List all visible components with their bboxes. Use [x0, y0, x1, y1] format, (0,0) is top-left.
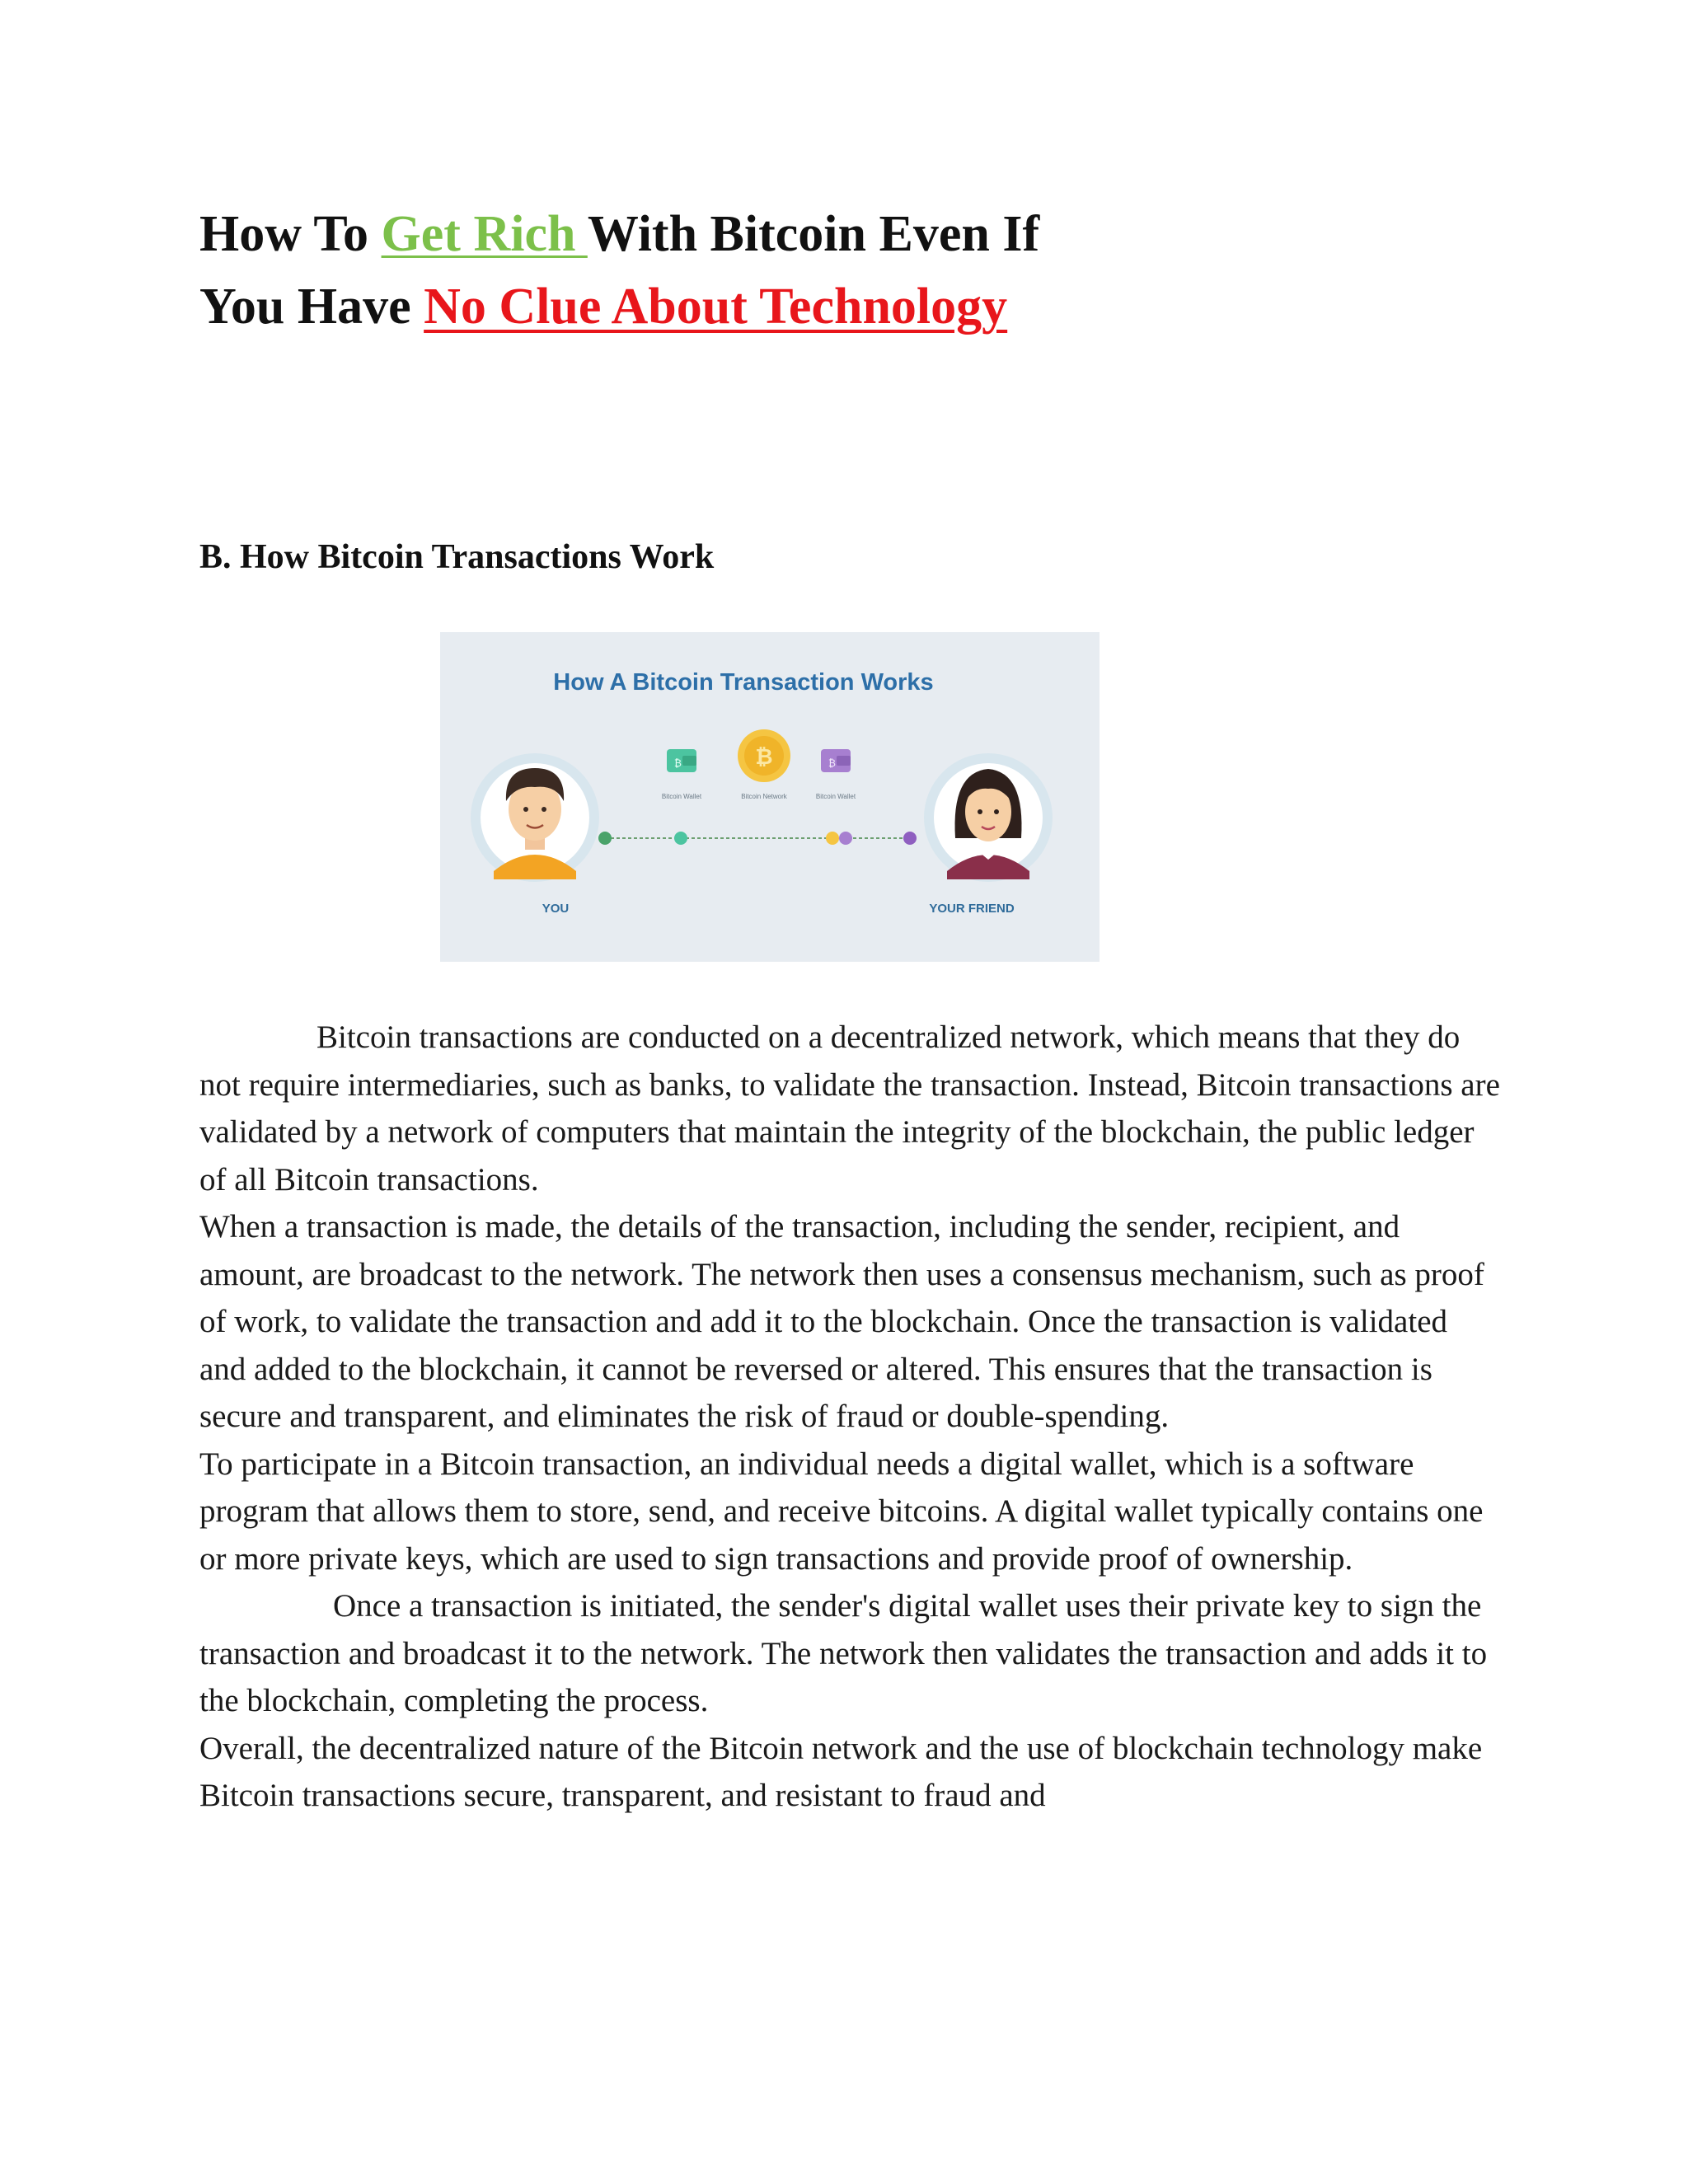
- bitcoin-network-label: Bitcoin Network: [741, 793, 787, 800]
- purple-wallet-label: Bitcoin Wallet: [815, 793, 856, 800]
- line-dot-left: [598, 832, 612, 845]
- title-highlight-no-clue: No Clue About Technology: [424, 279, 1008, 335]
- green-wallet-label: Bitcoin Wallet: [661, 793, 702, 800]
- green-wallet-icon: [667, 749, 696, 772]
- right-person-label: YOUR FRIEND: [929, 902, 1015, 916]
- bitcoin-transaction-figure: [440, 632, 1100, 962]
- left-person-label: YOU: [542, 902, 570, 916]
- line-dot-green: [674, 832, 687, 845]
- paragraph-3: To participate in a Bitcoin transaction, an individual needs a digital wallet, which is a software program that allows them to store, send, and receive bitcoins. A digital wallet typically contains one or more private keys, which are used to sign transactions and provide proof of ownership.: [199, 1446, 1484, 1577]
- svg-text:₿: ₿: [755, 744, 773, 769]
- title-text-1: How To: [199, 206, 382, 262]
- title-text-2: With Bitcoin Even If: [587, 206, 1040, 262]
- line-dot-right: [903, 832, 917, 845]
- figure-title: How A Bitcoin Transaction Works: [553, 669, 934, 696]
- svg-text:₿: ₿: [674, 757, 682, 769]
- paragraph-4: Once a transaction is initiated, the sender's digital wallet uses their private key to sign the transaction and broadcast it to the network. The network then validates the transaction and adds it to the blockchain, completing the process.: [199, 1588, 1488, 1718]
- svg-text:₿: ₿: [828, 757, 836, 769]
- person-friend-icon: [924, 753, 1053, 882]
- section-heading: B. How Bitcoin Transactions Work: [199, 538, 715, 576]
- paragraph-1: Bitcoin transactions are conducted on a decentralized network, which means that they do not require intermediaries, such as banks, to validate the transaction. Instead, Bitcoin transactions are validated by a network of computers that maintain the integrity of the blockchain, the public ledger of all Bitcoin transactions.: [199, 1019, 1500, 1197]
- line-dot-yellow: [826, 832, 839, 845]
- body-text: [199, 1014, 1502, 1820]
- bitcoin-coin-icon: [738, 729, 790, 782]
- paragraph-5: Overall, the decentralized nature of the Bitcoin network and the use of blockchain technology make Bitcoin transactions secure, transparent, and resistant to fraud and: [199, 1730, 1483, 1813]
- title-highlight-get-rich: Get Rich: [381, 206, 588, 262]
- line-dot-purple: [839, 832, 852, 845]
- paragraph-2: When a transaction is made, the details of the transaction, including the sender, recipient, and amount, are broadcast to the network. The network then uses a consensus mechanism, such as proof of work, to validate the transaction and add it to the blockchain. Once the transaction is validated and added to the blockchain, it cannot be reversed or altered. This ensures that the transaction is secure and transparent, and eliminates the risk of fraud or double-spending.: [199, 1209, 1484, 1434]
- title-text-3: You Have: [199, 279, 424, 335]
- person-you-icon: [471, 753, 599, 882]
- document-title: [199, 198, 1518, 343]
- purple-wallet-icon: [821, 749, 851, 772]
